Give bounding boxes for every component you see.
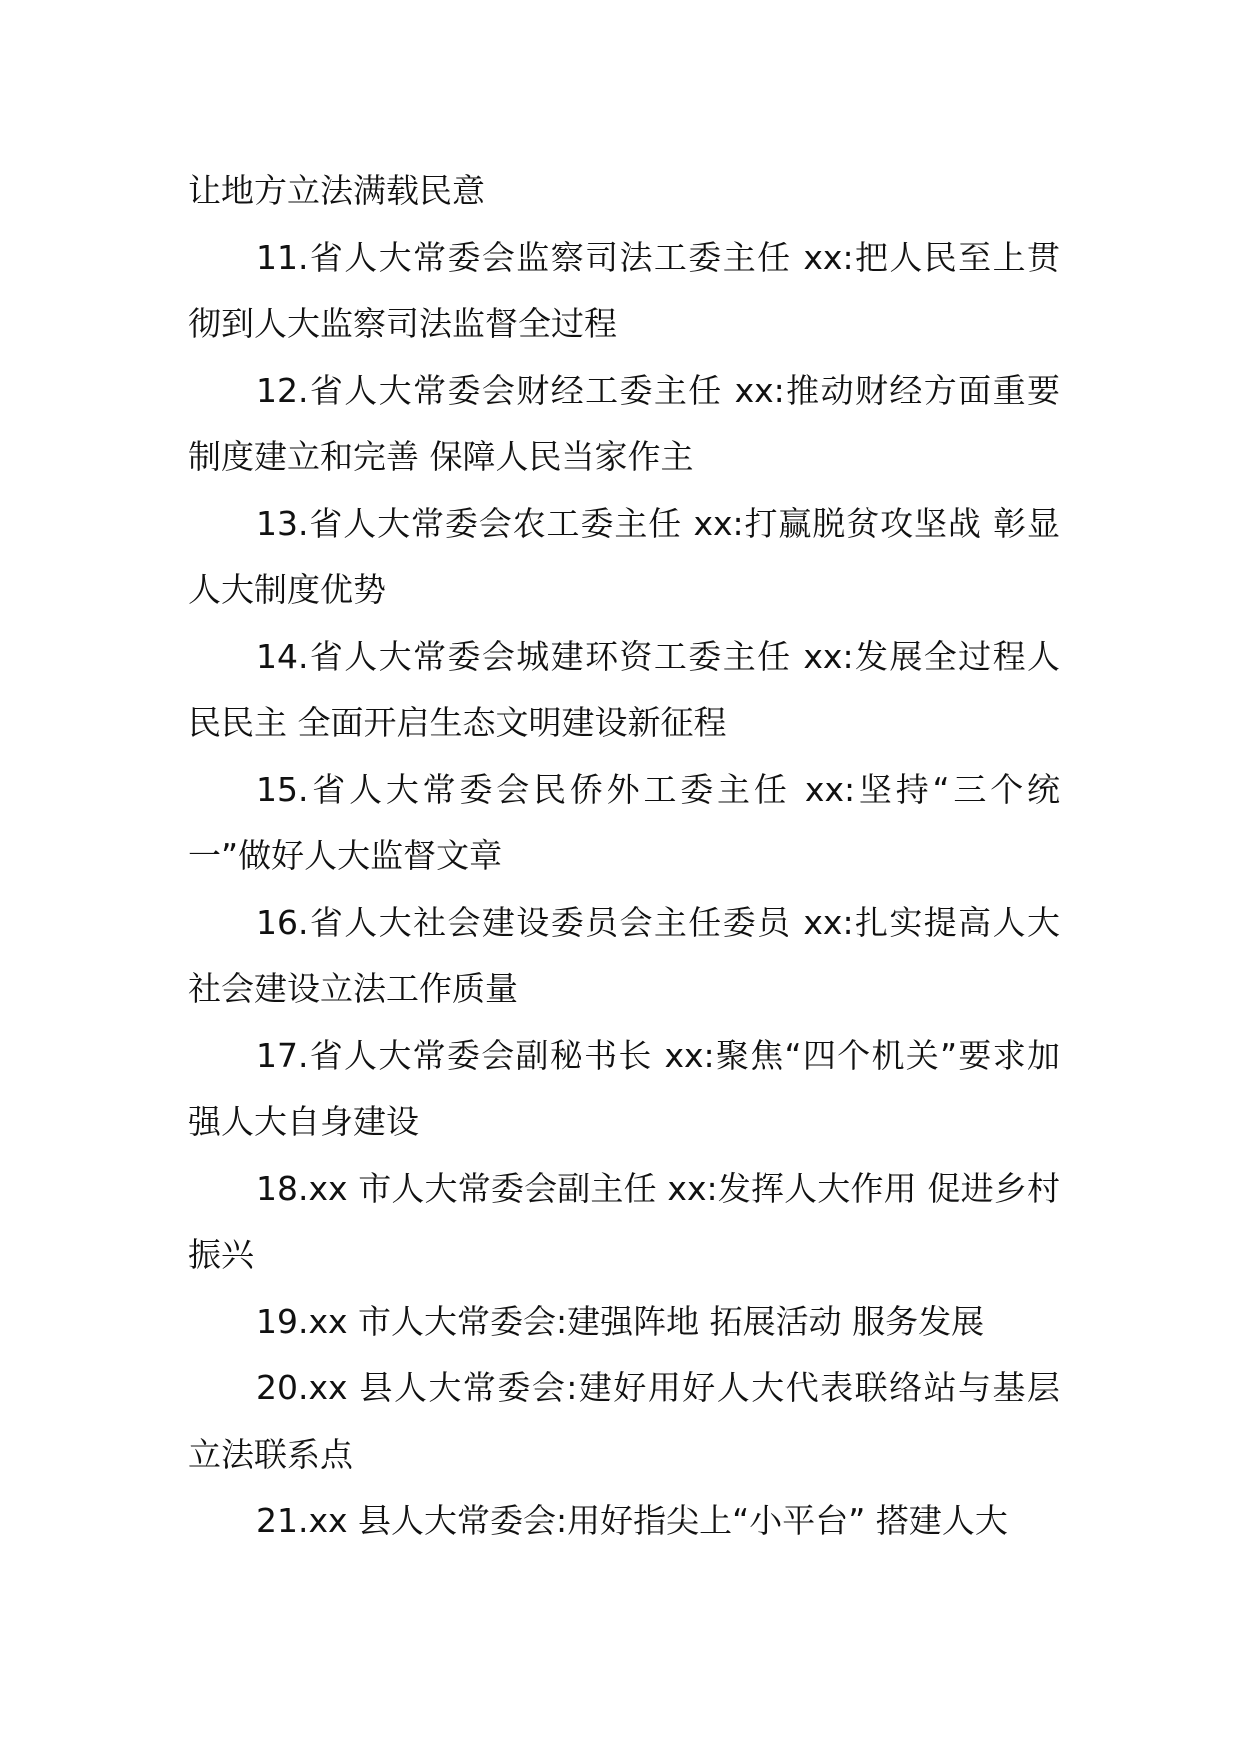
list-item-14: 14.省人大常委会城建环资工委主任 xx:发展全过程人民民主 全面开启生态文明建设新征程 (188, 636, 1060, 742)
list-item-21: 21.xx 县人大常委会:用好指尖上“小平台” 搭建人大 (256, 1501, 1008, 1540)
list-item-20: 20.xx 县人大常委会:建好用好人大代表联络站与基层立法联系点 (188, 1368, 1060, 1474)
document-page (188, 158, 1060, 1555)
paragraph-continuation: 让地方立法满载民意 (188, 171, 485, 210)
list-item-15: 15.省人大常委会民侨外工委主任 xx:坚持“三个统一”做好人大监督文章 (188, 769, 1060, 875)
list-item-11: 11.省人大常委会监察司法工委主任 xx:把人民至上贯彻到人大监察司法监督全过程 (188, 237, 1060, 343)
list-item-19: 19.xx 市人大常委会:建强阵地 拓展活动 服务发展 (256, 1301, 985, 1341)
list-item-18: 18.xx 市人大常委会副主任 xx:发挥人大作用 促进乡村振兴 (188, 1168, 1060, 1274)
list-item-17: 17.省人大常委会副秘书长 xx:聚焦“四个机关”要求加强人大自身建设 (188, 1035, 1060, 1141)
list-item-13: 13.省人大常委会农工委主任 xx:打赢脱贫攻坚战 彰显人大制度优势 (188, 503, 1060, 609)
list-item-16: 16.省人大社会建设委员会主任委员 xx:扎实提高人大社会建设立法工作质量 (188, 902, 1060, 1008)
list-item-12: 12.省人大常委会财经工委主任 xx:推动财经方面重要制度建立和完善 保障人民当家作主 (188, 370, 1060, 476)
